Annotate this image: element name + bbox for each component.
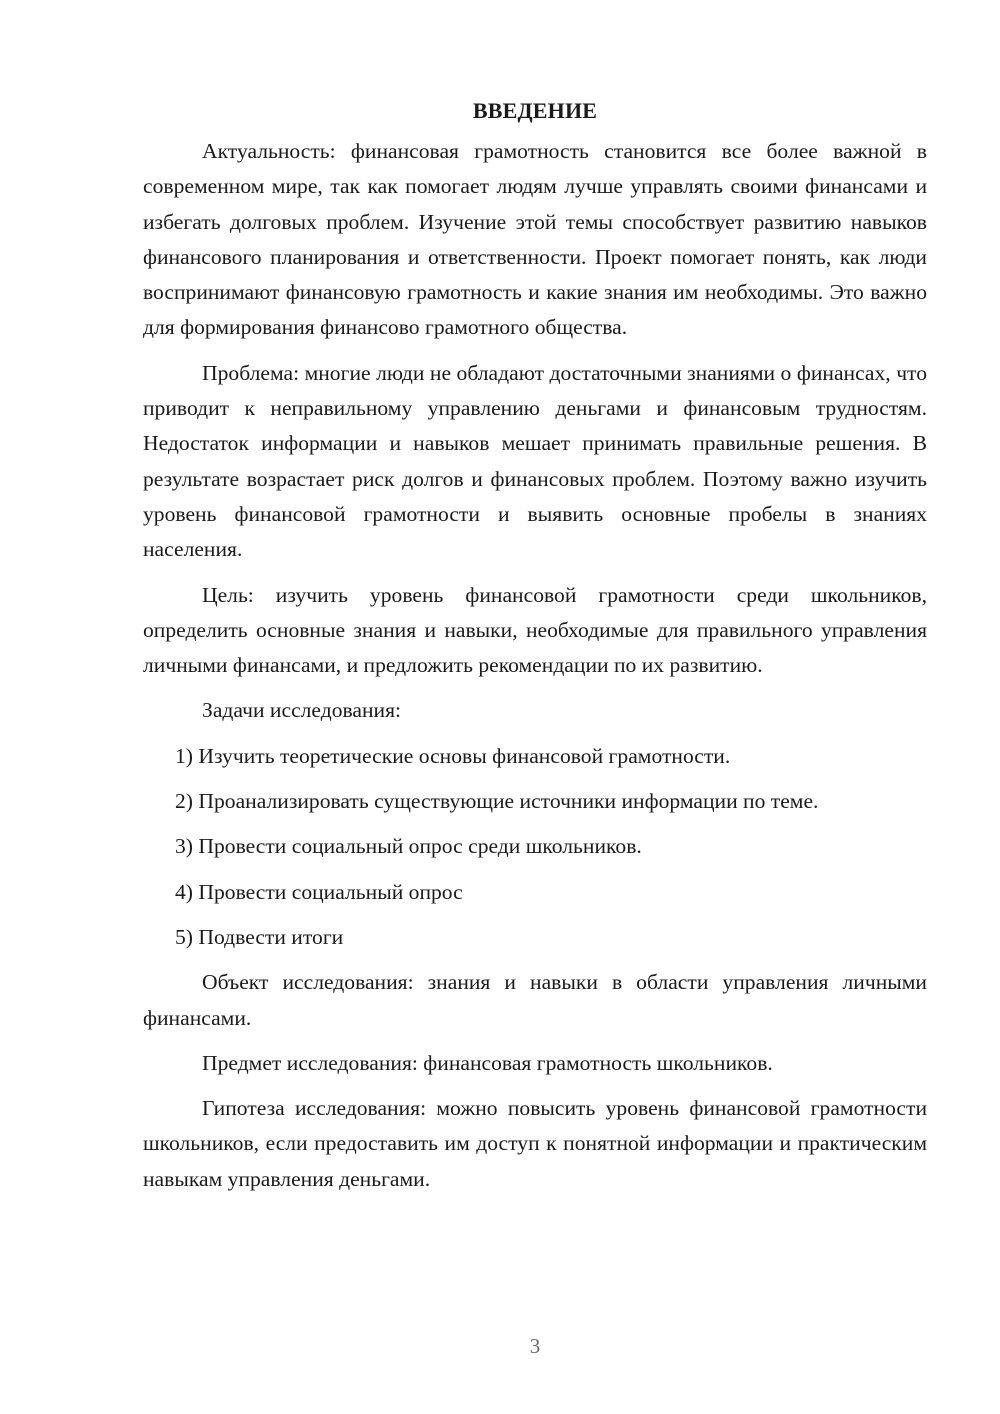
task-item: 2) Проанализировать существующие источники информации по теме. [175, 789, 819, 814]
section-title: ВВЕДЕНИЕ [472, 98, 598, 123]
paragraph-subject: Предмет исследования: финансовая грамотность школьников. [202, 1050, 773, 1075]
paragraph-relevance: Актуальность: финансовая грамотность становится все более важной в современном мире, так как помогает людям лучше управлять своими финансами и избегать долговых проблем. Изучение этой темы способствует развитию навыков финансового планирования и ответственности. Проект помогает понять, как люди воспринимают финансовую грамотность и какие знания им необходимы. Это важно для формирования финансово грамотного общества. [143, 139, 927, 340]
page-content [143, 93, 927, 1207]
tasks-list [143, 739, 927, 955]
tasks-heading: Задачи исследования: [202, 698, 402, 723]
task-item: 5) Подвести итоги [175, 924, 344, 949]
paragraph-object: Объект исследования: знания и навыки в области управления личными финансами. [143, 970, 927, 1030]
task-item: 1) Изучить теоретические основы финансовой грамотности. [175, 743, 731, 768]
page-number: 3 [529, 1334, 541, 1358]
paragraph-goal: Цель: изучить уровень финансовой грамотности среди школьников, определить основные знания и навыки, необходимые для правильного управления личными финансами, и предложить рекомендации по их развитию. [143, 582, 927, 678]
task-item: 3) Провести социальный опрос среди школьников. [175, 834, 642, 859]
task-item: 4) Провести социальный опрос [175, 879, 463, 904]
paragraph-hypothesis: Гипотеза исследования: можно повысить уровень финансовой грамотности школьников, если предоставить им доступ к понятной информации и практическим навыкам управления деньгами. [143, 1096, 927, 1191]
paragraph-problem: Проблема: многие люди не обладают достаточными знаниями о финансах, что приводит к неправильному управлению деньгами и финансовым трудностям. Недостаток информации и навыков мешает принимать правильные решения. В результате возрастает риск долгов и финансовых проблем. Поэтому важно изучить уровень финансовой грамотности и выявить основные пробелы в знаниях населения. [143, 360, 927, 562]
